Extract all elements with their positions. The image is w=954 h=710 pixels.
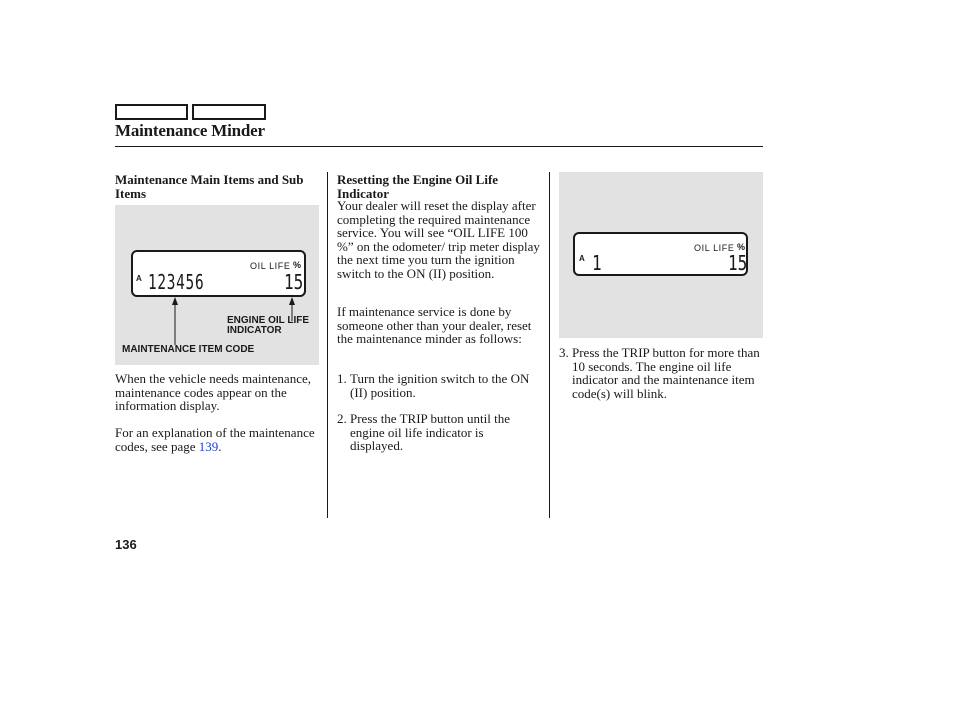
reset-paragraph-1: Your dealer will reset the display after completing the required maintenance service. You will see “OIL LIFE 100 %” on the odometer/ trip meter display the next time you turn the ignition switch to the ON (II) position.	[337, 198, 540, 281]
section-heading-main-items: Maintenance Main Items and Sub Items	[115, 172, 304, 201]
percent-sign-reset: %	[737, 242, 746, 252]
intro-paragraph: When the vehicle needs maintenance, maintenance codes appear on the information display.	[115, 371, 311, 413]
page-number: 136	[115, 537, 137, 552]
oil-life-label: OIL LIFE	[250, 261, 291, 271]
column-divider-2	[549, 172, 550, 518]
section-heading-reset: Resetting the Engine Oil Life Indicator	[337, 172, 499, 201]
step-1-text: Turn the ignition switch to the ON (II) position.	[350, 371, 530, 400]
callout-arrows	[115, 205, 319, 365]
step-1	[337, 372, 547, 399]
step-3-number: 3.	[559, 345, 569, 360]
page-title: Maintenance Minder	[115, 121, 265, 140]
percent-sign: %	[293, 260, 302, 270]
oil-life-callout	[227, 316, 309, 336]
oil-life-callout-line1: ENGINE OIL LIFE	[227, 315, 310, 326]
item-code-arrowhead	[172, 297, 178, 305]
oil-life-value: 15	[284, 270, 304, 294]
reference-end: .	[218, 438, 222, 454]
reference-text: For an explanation of the maintenance codes, see page	[115, 425, 315, 454]
header-tab-box-2	[192, 104, 266, 120]
step-3-text: Press the TRIP button for more than 10 seconds. The engine oil life indicator and the maintenance item code(s) will blink.	[572, 345, 760, 401]
reset-display-panel	[559, 172, 763, 338]
item-code-callout: MAINTENANCE ITEM CODE	[122, 344, 255, 355]
maintenance-item-code-digits: 123456	[148, 270, 205, 294]
display-prefix: A	[136, 274, 142, 283]
step-3	[559, 346, 763, 400]
title-rule	[115, 146, 763, 147]
oil-life-callout-line2: INDICATOR	[227, 325, 282, 336]
maintenance-item-code-digit-reset: 1	[592, 251, 602, 275]
reset-paragraph-2: If maintenance service is done by someone other than your dealer, reset the maintenance minder as follows:	[337, 304, 532, 346]
reference-paragraph	[115, 426, 315, 453]
display-illustration-panel	[115, 205, 319, 365]
step-2	[337, 412, 537, 453]
oil-life-label-reset: OIL LIFE	[694, 243, 735, 253]
header-tab-box-1	[115, 104, 188, 120]
display-prefix-reset: A	[579, 254, 585, 263]
column-divider-1	[327, 172, 328, 518]
step-2-text: Press the TRIP button until the engine oil life indicator is displayed.	[350, 411, 510, 453]
lcd-display-reset	[573, 232, 748, 276]
step-2-number: 2.	[337, 411, 347, 426]
oil-life-arrowhead	[289, 297, 295, 305]
page-link[interactable]: 139	[198, 438, 219, 454]
oil-life-value-reset: 15	[728, 251, 748, 275]
step-1-number: 1.	[337, 371, 347, 386]
